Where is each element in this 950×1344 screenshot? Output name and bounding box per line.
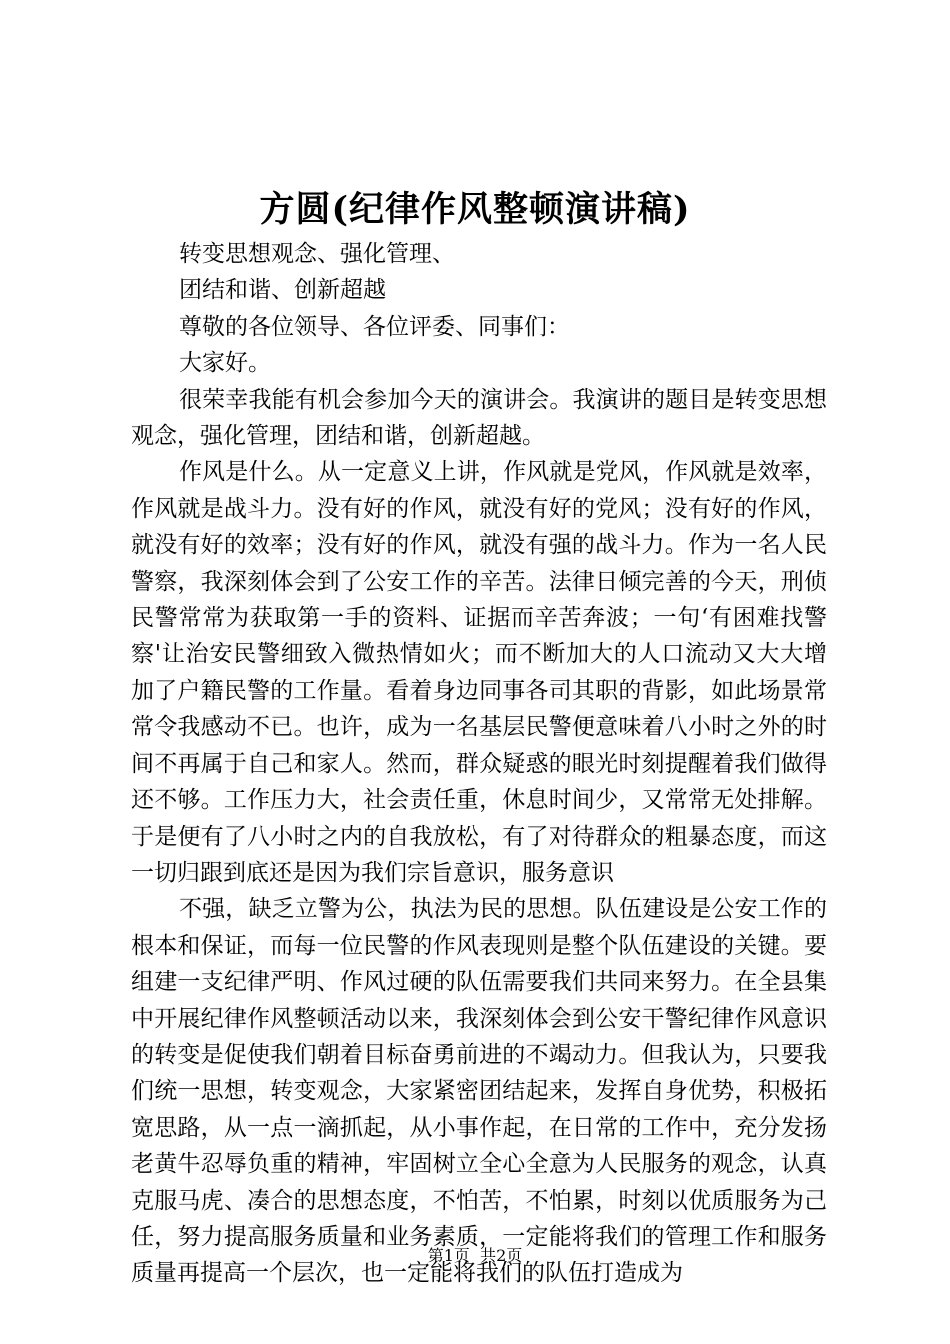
page-total: 共2页	[480, 1246, 523, 1265]
paragraph-subtitle-1: 转变思想观念、强化管理、	[179, 241, 455, 267]
paragraph-subtitle-2: 团结和谐、创新超越	[179, 277, 386, 304]
paragraph-intro: 很荣幸我能有机会参加今天的演讲会。我演讲的题目是转变思想观念，强化管理，团结和谐，创新超越。	[131, 386, 827, 450]
paragraph-salutation: 尊敬的各位领导、各位评委、同事们：	[179, 313, 570, 340]
document-body	[131, 236, 827, 1292]
document-title: 方圆(纪律作风整顿演讲稿)	[259, 189, 691, 230]
paragraph-greeting: 大家好。	[179, 350, 271, 377]
paragraph-style-discussion: 作风是什么。从一定意义上讲，作风就是党风，作风就是效率，作风就是战斗力。没有好的作风，就没有好的党风；没有好的作风，就没有好的效率；没有好的作风，就没有强的战斗力。作为一名人民警察，我深刻体会到了公安工作的辛苦。法律日倾完善的今天，刑侦民警常常为获取第一手的资料、证据而辛苦奔波；一句‘有困难找警察'让治安民警细致入微热情如火；而不断加大的人口流动又大大增加了户籍民警的工作量。看着身边同事各司其职的背影，如此场景常常令我感动不已。也许，成为一名基层民警便意味着八小时之外的时间不再属于自己和家人。然而，群众疑惑的眼光时刻提醒着我们做得还不够。工作压力大，社会责任重，休息时间少，又常常无处排解。于是便有了八小时之内的自我放松，有了对待群众的粗暴态度，而这一切归跟到底还是因为我们宗旨意识，服务意识	[131, 459, 827, 886]
paragraph-team-building: 不强，缺乏立警为公，执法为民的思想。队伍建设是公安工作的根本和保证，而每一位民警的作风表现则是整个队伍建设的关键。要组建一支纪律严明、作风过硬的队伍需要我们共同来努力。在全县集中开展纪律作风整顿活动以来，我深刻体会到公安干警纪律作风意识的转变是促使我们朝着目标奋勇前进的不竭动力。但我认为，只要我们统一思想，转变观念，大家紧密团结起来，发挥自身优势，积极拓宽思路，从一点一滴抓起，从小事作起，在日常的工作中，充分发扬老黄牛忍辱负重的精神，牢固树立全心全意为人民服务的观念，认真克服马虎、凑合的思想态度，不怕苦，不怕累，时刻以优质服务为己任，努力提高服务质量和业务素质，一定能将我们的管理工作和服务质量再提高一个层次，也一定能将我们的队伍打造成为	[131, 896, 827, 1287]
page-number: 第1页	[427, 1246, 470, 1265]
page-footer	[0, 1244, 950, 1268]
